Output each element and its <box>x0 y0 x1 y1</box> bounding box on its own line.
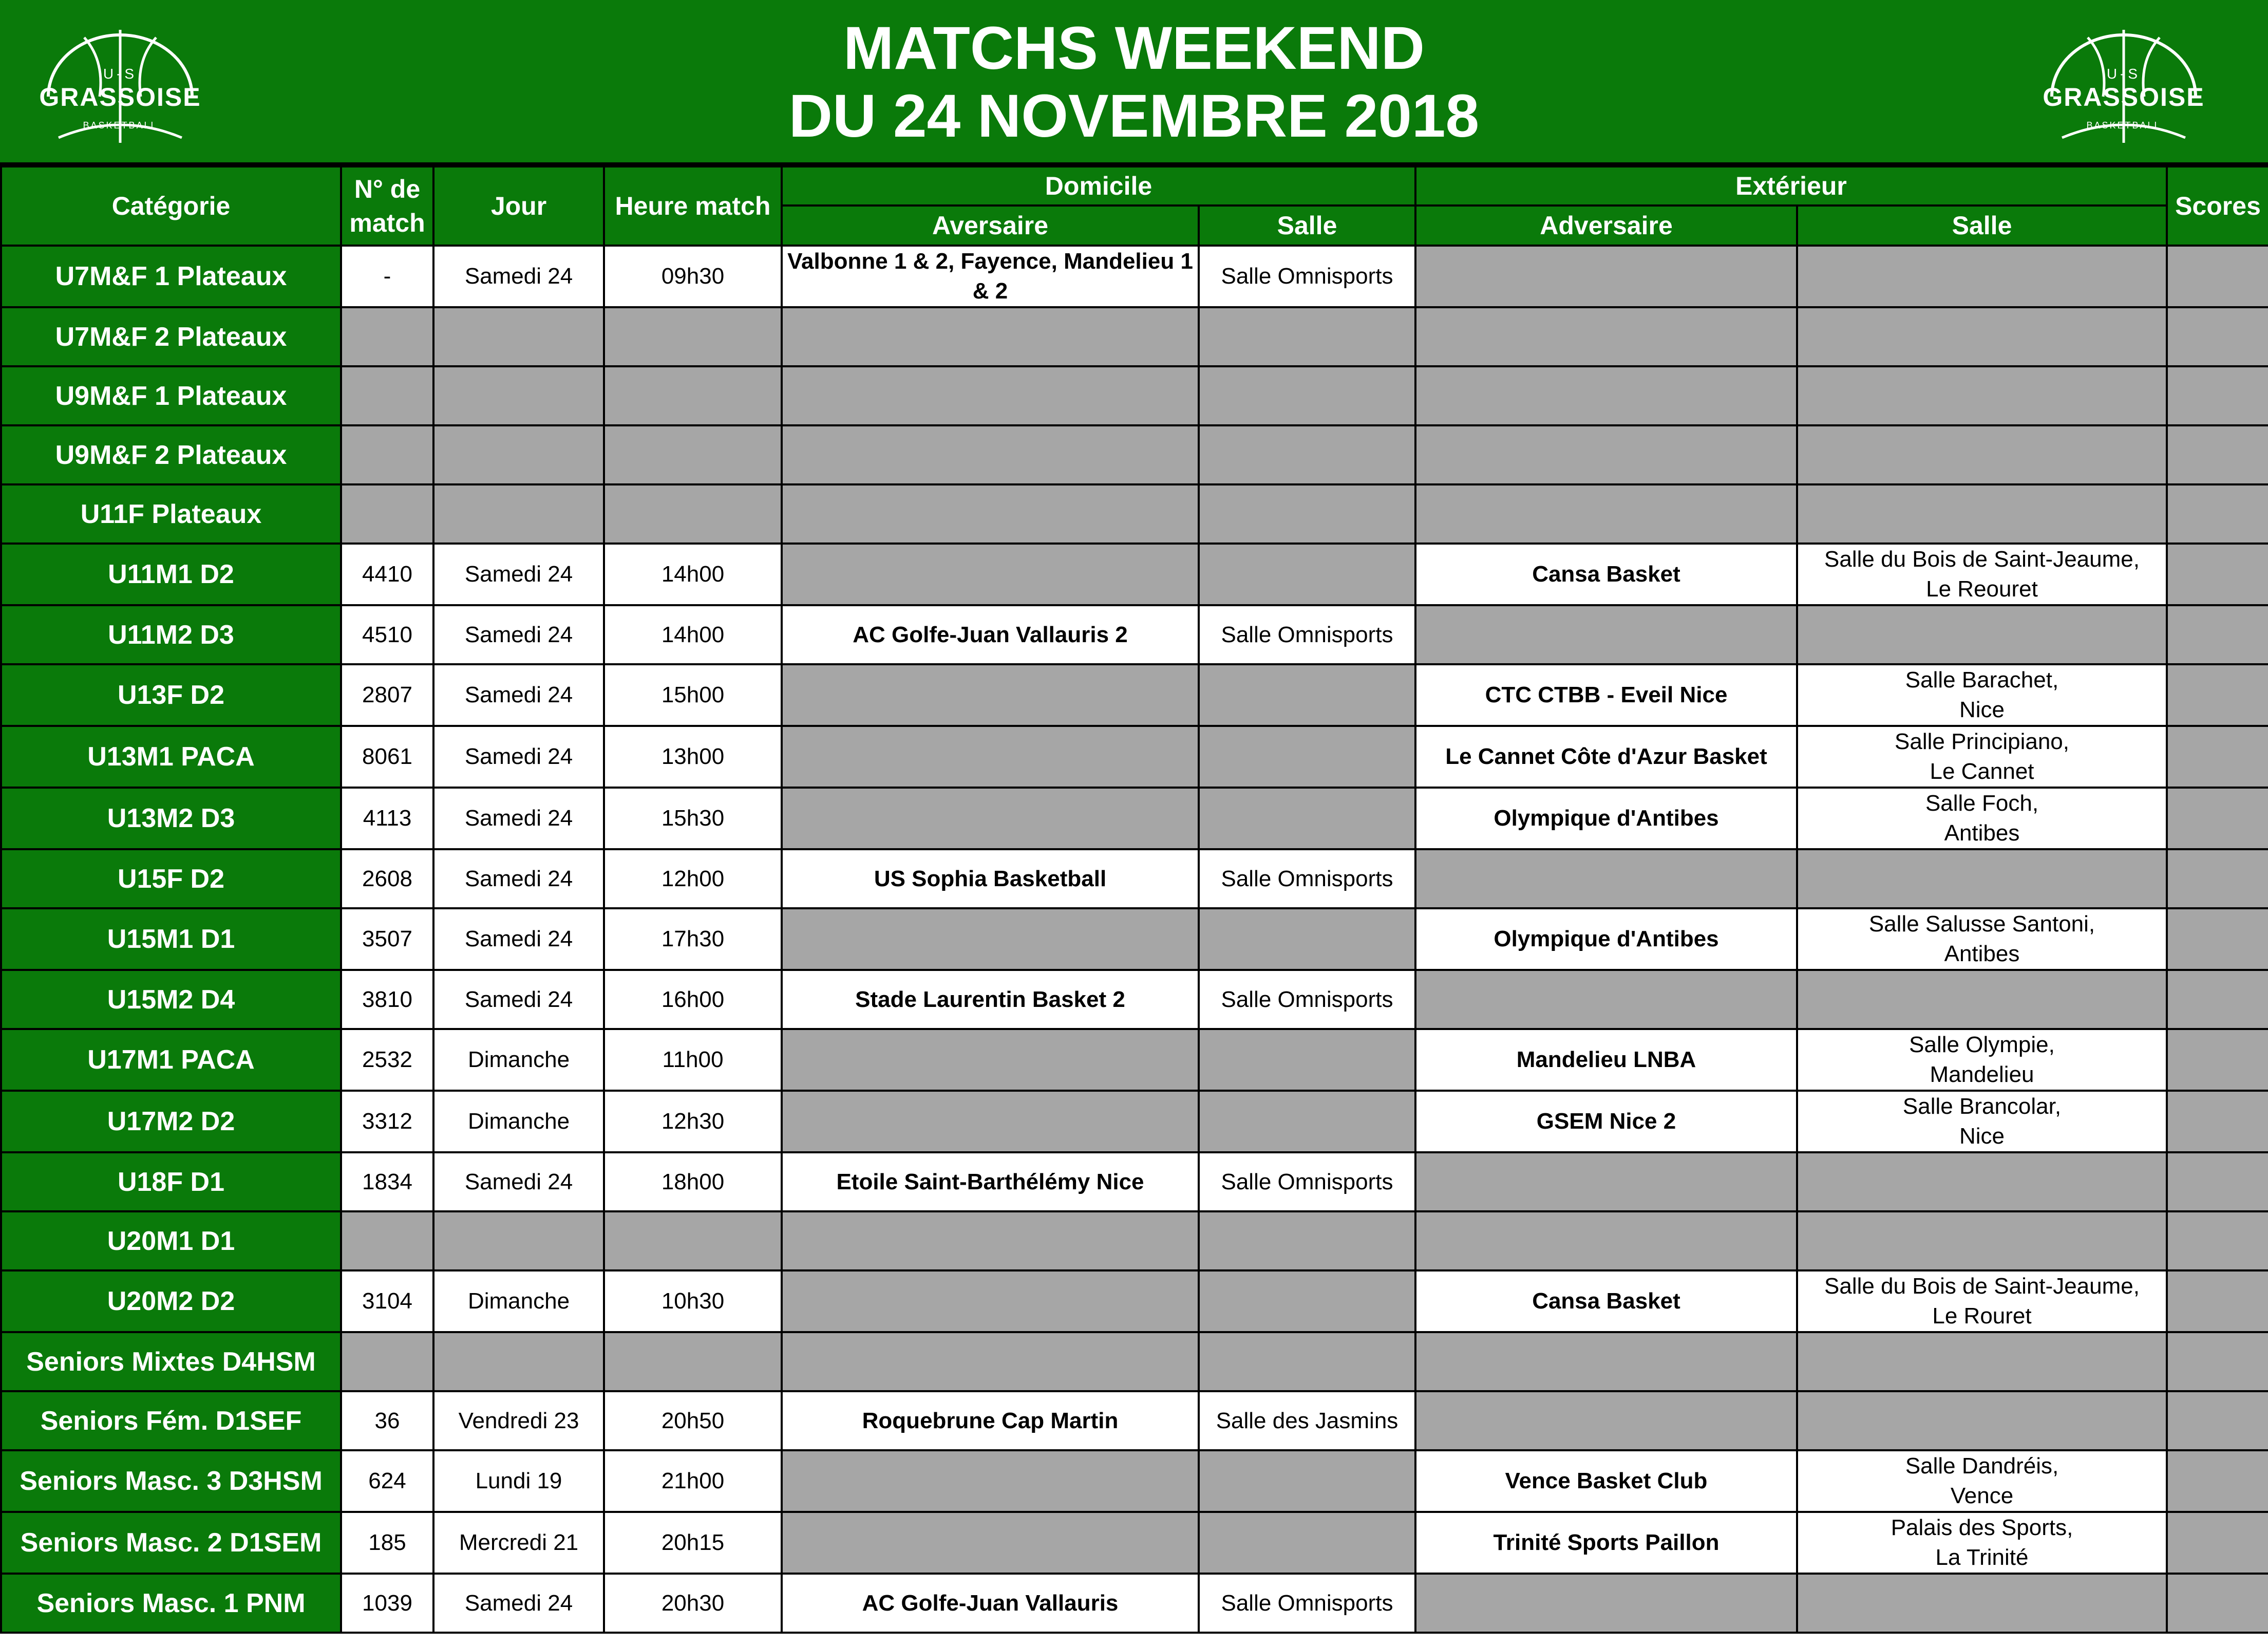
cell-jour: Samedi 24 <box>433 908 604 970</box>
cell-heure: 14h00 <box>604 544 782 605</box>
cell-ext-salle: Salle du Bois de Saint-Jeaume, Le Rouret <box>1797 1270 2167 1332</box>
cell-num-match: 8061 <box>341 726 433 788</box>
cell-heure: 12h00 <box>604 849 782 908</box>
cell-jour: Dimanche <box>433 1270 604 1332</box>
cell-dom-salle <box>1199 1512 1415 1574</box>
cell-ext-adversaire <box>1415 307 1797 366</box>
cell-dom-adversaire: Roquebrune Cap Martin <box>782 1391 1199 1450</box>
cell-dom-salle: Salle Omnisports <box>1199 1152 1415 1211</box>
cell-heure: 15h30 <box>604 788 782 849</box>
cell-num-match: 3104 <box>341 1270 433 1332</box>
cell-score <box>2167 908 2268 970</box>
cell-dom-adversaire <box>782 908 1199 970</box>
page-header <box>0 0 2268 165</box>
cell-num-match <box>341 1332 433 1391</box>
cell-dom-adversaire: AC Golfe-Juan Vallauris 2 <box>782 605 1199 664</box>
page-title-line2: DU 24 NOVEMBRE 2018 <box>788 82 1480 150</box>
cell-ext-salle <box>1797 484 2167 544</box>
cell-heure: 20h50 <box>604 1391 782 1450</box>
cell-jour: Samedi 24 <box>433 849 604 908</box>
cell-num-match: 3810 <box>341 970 433 1029</box>
table-row <box>1 1029 2268 1091</box>
match-schedule-table <box>0 165 2268 1634</box>
cell-num-match: 2608 <box>341 849 433 908</box>
cell-score <box>2167 544 2268 605</box>
cell-categorie: U15M1 D1 <box>1 908 341 970</box>
cell-dom-salle <box>1199 1450 1415 1512</box>
cell-num-match: 3312 <box>341 1091 433 1152</box>
cell-heure: 17h30 <box>604 908 782 970</box>
cell-categorie: U11M2 D3 <box>1 605 341 664</box>
cell-categorie: U20M2 D2 <box>1 1270 341 1332</box>
cell-ext-adversaire: Olympique d'Antibes <box>1415 908 1797 970</box>
cell-ext-adversaire <box>1415 605 1797 664</box>
cell-categorie: U15M2 D4 <box>1 970 341 1029</box>
cell-dom-salle <box>1199 307 1415 366</box>
table-row <box>1 605 2268 664</box>
cell-score <box>2167 1512 2268 1574</box>
cell-num-match: 2807 <box>341 664 433 726</box>
cell-categorie: Seniors Mixtes D4HSM <box>1 1332 341 1391</box>
cell-heure: 16h00 <box>604 970 782 1029</box>
cell-ext-adversaire <box>1415 425 1797 484</box>
col-header-categorie: Catégorie <box>1 166 341 246</box>
cell-heure <box>604 366 782 425</box>
cell-categorie: U9M&F 2 Plateaux <box>1 425 341 484</box>
col-header-exterieur: Extérieur <box>1415 166 2167 205</box>
cell-dom-salle <box>1199 366 1415 425</box>
cell-jour: Vendredi 23 <box>433 1391 604 1450</box>
table-row <box>1 366 2268 425</box>
table-row <box>1 788 2268 849</box>
cell-dom-salle: Salle des Jasmins <box>1199 1391 1415 1450</box>
cell-dom-adversaire <box>782 1211 1199 1270</box>
cell-dom-salle <box>1199 726 1415 788</box>
cell-num-match: 4113 <box>341 788 433 849</box>
cell-heure: 15h00 <box>604 664 782 726</box>
cell-jour: Samedi 24 <box>433 970 604 1029</box>
cell-dom-adversaire: Stade Laurentin Basket 2 <box>782 970 1199 1029</box>
cell-ext-adversaire <box>1415 1574 1797 1633</box>
cell-ext-adversaire: Vence Basket Club <box>1415 1450 1797 1512</box>
table-row <box>1 664 2268 726</box>
table-body <box>1 246 2268 1633</box>
logo-sport: BASKETBALL <box>83 120 158 130</box>
cell-score <box>2167 788 2268 849</box>
table-row <box>1 726 2268 788</box>
cell-dom-salle <box>1199 544 1415 605</box>
table-row <box>1 307 2268 366</box>
cell-score <box>2167 1270 2268 1332</box>
cell-dom-salle <box>1199 664 1415 726</box>
table-row <box>1 1512 2268 1574</box>
table-row <box>1 425 2268 484</box>
cell-categorie: U13F D2 <box>1 664 341 726</box>
cell-heure: 20h30 <box>604 1574 782 1633</box>
cell-dom-salle: Salle Omnisports <box>1199 970 1415 1029</box>
cell-jour: Lundi 19 <box>433 1450 604 1512</box>
cell-heure: 20h15 <box>604 1512 782 1574</box>
cell-categorie: U15F D2 <box>1 849 341 908</box>
cell-ext-salle <box>1797 425 2167 484</box>
cell-ext-adversaire <box>1415 1211 1797 1270</box>
table-row <box>1 1211 2268 1270</box>
cell-dom-salle: Salle Omnisports <box>1199 1574 1415 1633</box>
cell-num-match <box>341 425 433 484</box>
cell-ext-salle <box>1797 970 2167 1029</box>
cell-num-match <box>341 1211 433 1270</box>
cell-dom-adversaire <box>782 1332 1199 1391</box>
cell-dom-adversaire <box>782 788 1199 849</box>
cell-categorie: U17M2 D2 <box>1 1091 341 1152</box>
cell-dom-salle <box>1199 1270 1415 1332</box>
cell-ext-adversaire: CTC CTBB - Eveil Nice <box>1415 664 1797 726</box>
col-header-dom-salle: Salle <box>1199 205 1415 246</box>
cell-ext-salle: Salle Dandréis, Vence <box>1797 1450 2167 1512</box>
cell-dom-adversaire <box>782 1512 1199 1574</box>
cell-jour: Mercredi 21 <box>433 1512 604 1574</box>
cell-dom-salle <box>1199 908 1415 970</box>
cell-ext-salle <box>1797 1332 2167 1391</box>
cell-score <box>2167 1332 2268 1391</box>
cell-heure <box>604 307 782 366</box>
cell-categorie: U7M&F 2 Plateaux <box>1 307 341 366</box>
cell-categorie: U13M2 D3 <box>1 788 341 849</box>
cell-heure <box>604 1332 782 1391</box>
cell-dom-adversaire <box>782 664 1199 726</box>
cell-jour <box>433 484 604 544</box>
cell-heure <box>604 425 782 484</box>
cell-dom-adversaire: Etoile Saint-Barthélémy Nice <box>782 1152 1199 1211</box>
cell-num-match <box>341 484 433 544</box>
cell-ext-salle: Salle Salusse Santoni, Antibes <box>1797 908 2167 970</box>
cell-dom-adversaire <box>782 307 1199 366</box>
cell-ext-adversaire: Trinité Sports Paillon <box>1415 1512 1797 1574</box>
cell-score <box>2167 1450 2268 1512</box>
cell-heure: 21h00 <box>604 1450 782 1512</box>
table-header <box>1 166 2268 246</box>
cell-score <box>2167 1211 2268 1270</box>
cell-score <box>2167 307 2268 366</box>
club-logo-right <box>2031 20 2216 143</box>
cell-ext-salle <box>1797 366 2167 425</box>
cell-dom-adversaire <box>782 1091 1199 1152</box>
cell-categorie: U11M1 D2 <box>1 544 341 605</box>
cell-dom-adversaire <box>782 1029 1199 1091</box>
cell-ext-salle: Salle Principiano, Le Cannet <box>1797 726 2167 788</box>
cell-ext-adversaire <box>1415 970 1797 1029</box>
cell-score <box>2167 246 2268 307</box>
cell-categorie: U7M&F 1 Plateaux <box>1 246 341 307</box>
cell-categorie: U18F D1 <box>1 1152 341 1211</box>
cell-dom-adversaire: US Sophia Basketball <box>782 849 1199 908</box>
cell-jour: Samedi 24 <box>433 544 604 605</box>
cell-heure: 11h00 <box>604 1029 782 1091</box>
cell-heure: 10h30 <box>604 1270 782 1332</box>
cell-ext-salle <box>1797 849 2167 908</box>
cell-ext-adversaire: Cansa Basket <box>1415 1270 1797 1332</box>
cell-heure: 12h30 <box>604 1091 782 1152</box>
cell-score <box>2167 726 2268 788</box>
cell-ext-adversaire <box>1415 484 1797 544</box>
cell-categorie: Seniors Fém. D1SEF <box>1 1391 341 1450</box>
cell-score <box>2167 970 2268 1029</box>
table-row <box>1 908 2268 970</box>
cell-jour: Samedi 24 <box>433 788 604 849</box>
page-title-line1: MATCHS WEEKEND <box>843 14 1425 82</box>
cell-jour: Samedi 24 <box>433 1574 604 1633</box>
cell-jour: Samedi 24 <box>433 246 604 307</box>
cell-ext-salle: Salle Brancolar, Nice <box>1797 1091 2167 1152</box>
cell-jour <box>433 1211 604 1270</box>
cell-dom-salle <box>1199 425 1415 484</box>
cell-heure <box>604 1211 782 1270</box>
cell-dom-adversaire <box>782 484 1199 544</box>
cell-dom-salle: Salle Omnisports <box>1199 849 1415 908</box>
col-header-heure: Heure match <box>604 166 782 246</box>
cell-ext-adversaire: Cansa Basket <box>1415 544 1797 605</box>
cell-dom-salle <box>1199 1029 1415 1091</box>
cell-ext-salle <box>1797 1152 2167 1211</box>
cell-num-match <box>341 366 433 425</box>
logo-prefix: U-S <box>2106 66 2141 82</box>
cell-ext-salle <box>1797 1574 2167 1633</box>
cell-ext-adversaire <box>1415 366 1797 425</box>
cell-dom-salle <box>1199 788 1415 849</box>
cell-num-match: 624 <box>341 1450 433 1512</box>
cell-dom-salle: Salle Omnisports <box>1199 246 1415 307</box>
cell-score <box>2167 605 2268 664</box>
col-header-scores: Scores <box>2167 166 2268 246</box>
cell-categorie: U11F Plateaux <box>1 484 341 544</box>
logo-club-name: GRASSOISE <box>39 83 201 111</box>
table-row <box>1 1091 2268 1152</box>
cell-ext-adversaire: Olympique d'Antibes <box>1415 788 1797 849</box>
col-header-num-match: N° de match <box>341 166 433 246</box>
cell-jour <box>433 425 604 484</box>
col-header-jour: Jour <box>433 166 604 246</box>
cell-categorie: Seniors Masc. 1 PNM <box>1 1574 341 1633</box>
cell-ext-adversaire <box>1415 849 1797 908</box>
cell-ext-salle <box>1797 1211 2167 1270</box>
cell-dom-salle <box>1199 1091 1415 1152</box>
col-header-domicile: Domicile <box>782 166 1415 205</box>
cell-ext-salle <box>1797 246 2167 307</box>
col-header-dom-adversaire: Aversaire <box>782 205 1199 246</box>
cell-ext-salle: Salle du Bois de Saint-Jeaume, Le Reouret <box>1797 544 2167 605</box>
cell-dom-salle <box>1199 1211 1415 1270</box>
cell-num-match: 4410 <box>341 544 433 605</box>
cell-categorie: U9M&F 1 Plateaux <box>1 366 341 425</box>
table-row <box>1 1574 2268 1633</box>
cell-dom-adversaire <box>782 425 1199 484</box>
cell-categorie: U13M1 PACA <box>1 726 341 788</box>
cell-dom-adversaire: Valbonne 1 & 2, Fayence, Mandelieu 1 & 2 <box>782 246 1199 307</box>
cell-dom-adversaire <box>782 544 1199 605</box>
table-row <box>1 1332 2268 1391</box>
cell-dom-adversaire: AC Golfe-Juan Vallauris <box>782 1574 1199 1633</box>
cell-score <box>2167 1152 2268 1211</box>
logo-sport: BASKETBALL <box>2086 120 2161 130</box>
cell-num-match: 4510 <box>341 605 433 664</box>
cell-heure: 14h00 <box>604 605 782 664</box>
cell-score <box>2167 1574 2268 1633</box>
cell-num-match: 36 <box>341 1391 433 1450</box>
cell-score <box>2167 1391 2268 1450</box>
cell-score <box>2167 1091 2268 1152</box>
cell-jour <box>433 1332 604 1391</box>
table-row <box>1 246 2268 307</box>
table-row <box>1 544 2268 605</box>
cell-heure: 18h00 <box>604 1152 782 1211</box>
table-row <box>1 970 2268 1029</box>
cell-ext-adversaire: Mandelieu LNBA <box>1415 1029 1797 1091</box>
table-row <box>1 1152 2268 1211</box>
cell-num-match: 185 <box>341 1512 433 1574</box>
table-row <box>1 1450 2268 1512</box>
cell-jour <box>433 307 604 366</box>
cell-ext-adversaire <box>1415 1152 1797 1211</box>
cell-dom-salle <box>1199 1332 1415 1391</box>
cell-ext-salle <box>1797 307 2167 366</box>
cell-score <box>2167 366 2268 425</box>
cell-categorie: U17M1 PACA <box>1 1029 341 1091</box>
cell-num-match: 3507 <box>341 908 433 970</box>
table-row <box>1 484 2268 544</box>
cell-ext-salle <box>1797 605 2167 664</box>
logo-prefix: U-S <box>103 66 138 82</box>
cell-ext-salle: Salle Foch, Antibes <box>1797 788 2167 849</box>
cell-dom-salle: Salle Omnisports <box>1199 605 1415 664</box>
cell-ext-adversaire <box>1415 1332 1797 1391</box>
table-row <box>1 849 2268 908</box>
cell-jour: Samedi 24 <box>433 1152 604 1211</box>
cell-dom-adversaire <box>782 726 1199 788</box>
cell-ext-adversaire: Le Cannet Côte d'Azur Basket <box>1415 726 1797 788</box>
cell-heure: 13h00 <box>604 726 782 788</box>
cell-dom-adversaire <box>782 366 1199 425</box>
cell-ext-adversaire: GSEM Nice 2 <box>1415 1091 1797 1152</box>
cell-heure: 09h30 <box>604 246 782 307</box>
cell-dom-salle <box>1199 484 1415 544</box>
cell-num-match <box>341 307 433 366</box>
col-header-ext-adversaire: Adversaire <box>1415 205 1797 246</box>
cell-jour <box>433 366 604 425</box>
logo-club-name: GRASSOISE <box>2043 83 2205 111</box>
cell-jour: Dimanche <box>433 1029 604 1091</box>
table-row <box>1 1270 2268 1332</box>
cell-jour: Samedi 24 <box>433 605 604 664</box>
cell-ext-adversaire <box>1415 246 1797 307</box>
cell-jour: Samedi 24 <box>433 726 604 788</box>
cell-ext-salle <box>1797 1391 2167 1450</box>
col-header-ext-salle: Salle <box>1797 205 2167 246</box>
cell-categorie: Seniors Masc. 3 D3HSM <box>1 1450 341 1512</box>
cell-score <box>2167 849 2268 908</box>
cell-categorie: Seniors Masc. 2 D1SEM <box>1 1512 341 1574</box>
cell-categorie: U20M1 D1 <box>1 1211 341 1270</box>
cell-score <box>2167 664 2268 726</box>
cell-ext-salle: Salle Barachet, Nice <box>1797 664 2167 726</box>
table-row <box>1 1391 2268 1450</box>
cell-dom-adversaire <box>782 1450 1199 1512</box>
cell-ext-salle: Palais des Sports, La Trinité <box>1797 1512 2167 1574</box>
cell-num-match: 1039 <box>341 1574 433 1633</box>
cell-num-match: - <box>341 246 433 307</box>
cell-num-match: 2532 <box>341 1029 433 1091</box>
cell-ext-salle: Salle Olympie, Mandelieu <box>1797 1029 2167 1091</box>
cell-jour: Samedi 24 <box>433 664 604 726</box>
cell-score <box>2167 1029 2268 1091</box>
cell-score <box>2167 484 2268 544</box>
cell-num-match: 1834 <box>341 1152 433 1211</box>
cell-jour: Dimanche <box>433 1091 604 1152</box>
cell-heure <box>604 484 782 544</box>
cell-dom-adversaire <box>782 1270 1199 1332</box>
cell-score <box>2167 425 2268 484</box>
cell-ext-adversaire <box>1415 1391 1797 1450</box>
